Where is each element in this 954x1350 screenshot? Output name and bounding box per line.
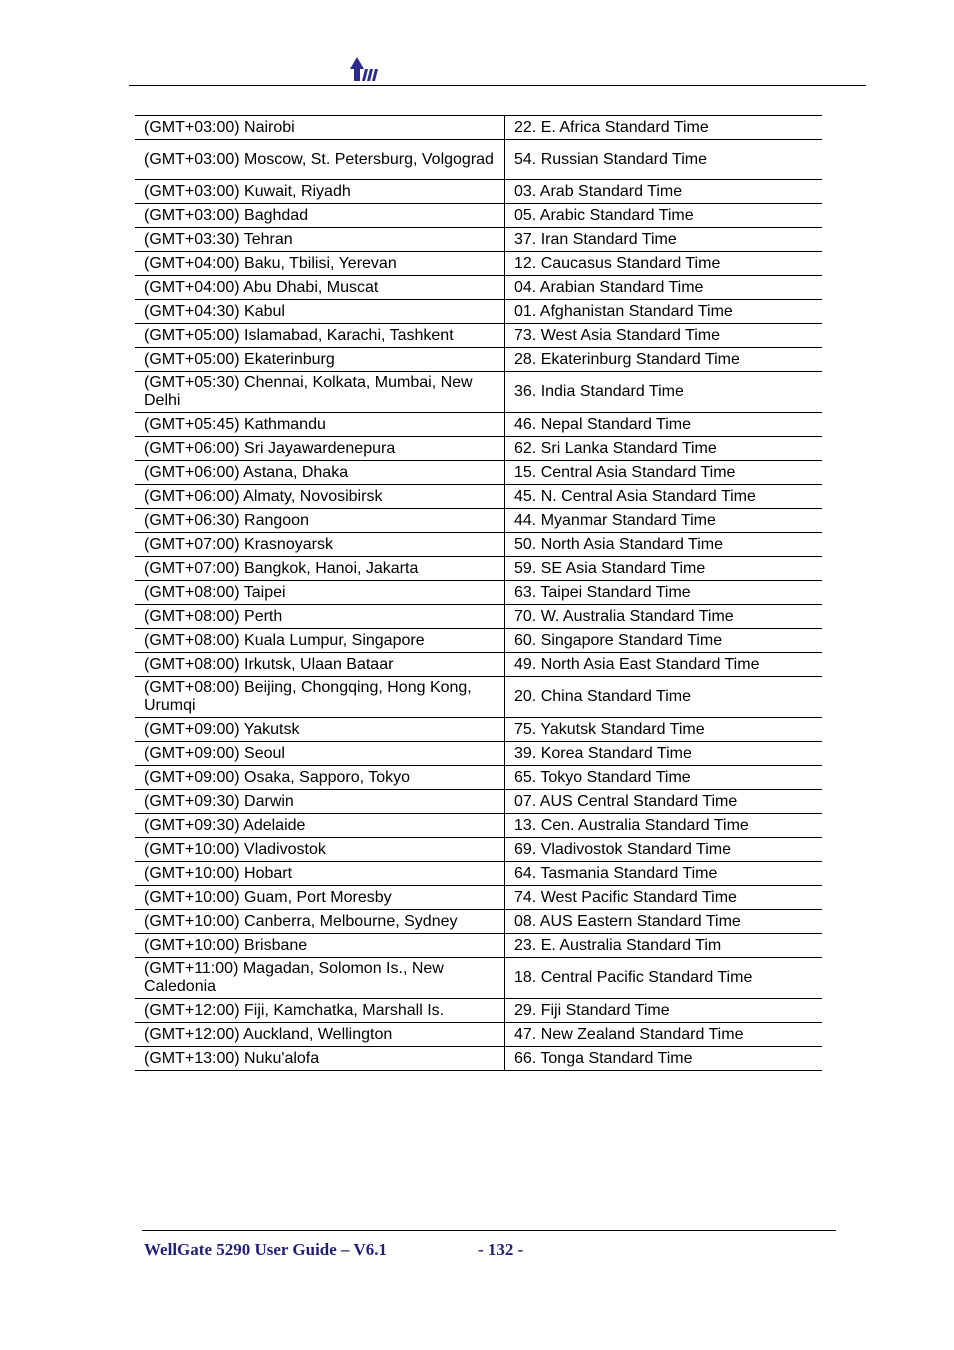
standard-time-cell: 15. Central Asia Standard Time [505, 461, 823, 485]
standard-time-cell: 12. Caucasus Standard Time [505, 252, 823, 276]
timezone-cell: (GMT+09:00) Osaka, Sapporo, Tokyo [135, 766, 505, 790]
standard-time-cell: 36. India Standard Time [505, 372, 823, 413]
timezone-cell: (GMT+03:00) Kuwait, Riyadh [135, 180, 505, 204]
standard-time-cell: 23. E. Australia Standard Tim [505, 934, 823, 958]
timezone-cell: (GMT+08:00) Beijing, Chongqing, Hong Kong, Urumqi [135, 677, 505, 718]
header-divider [129, 85, 866, 86]
table-row [135, 348, 822, 372]
standard-time-cell: 07. AUS Central Standard Time [505, 790, 823, 814]
table-row [135, 437, 822, 461]
timezone-cell: (GMT+11:00) Magadan, Solomon Is., New Caledonia [135, 958, 505, 999]
table-row [135, 116, 822, 140]
timezone-cell: (GMT+05:30) Chennai, Kolkata, Mumbai, New Delhi [135, 372, 505, 413]
timezone-cell: (GMT+04:00) Abu Dhabi, Muscat [135, 276, 505, 300]
timezone-cell: (GMT+03:00) Nairobi [135, 116, 505, 140]
table-row [135, 934, 822, 958]
table-row [135, 814, 822, 838]
standard-time-cell: 39. Korea Standard Time [505, 742, 823, 766]
timezone-cell: (GMT+09:00) Seoul [135, 742, 505, 766]
standard-time-cell: 47. New Zealand Standard Time [505, 1023, 823, 1047]
timezone-cell: (GMT+03:00) Moscow, St. Petersburg, Volgograd [135, 140, 505, 180]
standard-time-cell: 03. Arab Standard Time [505, 180, 823, 204]
table-row [135, 838, 822, 862]
company-logo-icon [348, 55, 380, 83]
standard-time-cell: 49. North Asia East Standard Time [505, 653, 823, 677]
table-row [135, 533, 822, 557]
timezone-cell: (GMT+04:00) Baku, Tbilisi, Yerevan [135, 252, 505, 276]
table-row [135, 677, 822, 718]
table-row [135, 581, 822, 605]
standard-time-cell: 66. Tonga Standard Time [505, 1047, 823, 1071]
table-row [135, 300, 822, 324]
timezone-cell: (GMT+13:00) Nuku'alofa [135, 1047, 505, 1071]
timezone-cell: (GMT+06:00) Almaty, Novosibirsk [135, 485, 505, 509]
table-row [135, 605, 822, 629]
standard-time-cell: 64. Tasmania Standard Time [505, 862, 823, 886]
table-row [135, 276, 822, 300]
timezone-cell: (GMT+05:00) Islamabad, Karachi, Tashkent [135, 324, 505, 348]
table-row [135, 958, 822, 999]
standard-time-cell: 50. North Asia Standard Time [505, 533, 823, 557]
table-row [135, 461, 822, 485]
table-row [135, 629, 822, 653]
timezone-cell: (GMT+06:30) Rangoon [135, 509, 505, 533]
footer-divider [142, 1230, 836, 1231]
footer-title: WellGate 5290 User Guide – V6.1 [144, 1240, 388, 1259]
timezone-cell: (GMT+05:00) Ekaterinburg [135, 348, 505, 372]
table-row [135, 372, 822, 413]
timezone-cell: (GMT+10:00) Hobart [135, 862, 505, 886]
timezone-cell: (GMT+08:00) Perth [135, 605, 505, 629]
standard-time-cell: 18. Central Pacific Standard Time [505, 958, 823, 999]
table-row [135, 557, 822, 581]
standard-time-cell: 37. Iran Standard Time [505, 228, 823, 252]
timezone-cell: (GMT+06:00) Sri Jayawardenepura [135, 437, 505, 461]
table-row [135, 1023, 822, 1047]
table-row [135, 228, 822, 252]
table-row [135, 1047, 822, 1071]
timezone-cell: (GMT+12:00) Auckland, Wellington [135, 1023, 505, 1047]
standard-time-cell: 70. W. Australia Standard Time [505, 605, 823, 629]
standard-time-cell: 54. Russian Standard Time [505, 140, 823, 180]
table-row [135, 999, 822, 1023]
timezone-table-body [135, 116, 822, 1071]
standard-time-cell: 20. China Standard Time [505, 677, 823, 718]
timezone-cell: (GMT+03:00) Baghdad [135, 204, 505, 228]
table-row [135, 790, 822, 814]
standard-time-cell: 60. Singapore Standard Time [505, 629, 823, 653]
table-row [135, 742, 822, 766]
timezone-cell: (GMT+08:00) Kuala Lumpur, Singapore [135, 629, 505, 653]
standard-time-cell: 45. N. Central Asia Standard Time [505, 485, 823, 509]
table-row [135, 910, 822, 934]
standard-time-cell: 59. SE Asia Standard Time [505, 557, 823, 581]
timezone-cell: (GMT+09:30) Adelaide [135, 814, 505, 838]
standard-time-cell: 69. Vladivostok Standard Time [505, 838, 823, 862]
timezone-cell: (GMT+09:30) Darwin [135, 790, 505, 814]
timezone-cell: (GMT+10:00) Vladivostok [135, 838, 505, 862]
standard-time-cell: 28. Ekaterinburg Standard Time [505, 348, 823, 372]
timezone-cell: (GMT+10:00) Guam, Port Moresby [135, 886, 505, 910]
timezone-cell: (GMT+08:00) Taipei [135, 581, 505, 605]
table-row [135, 886, 822, 910]
standard-time-cell: 73. West Asia Standard Time [505, 324, 823, 348]
standard-time-cell: 04. Arabian Standard Time [505, 276, 823, 300]
standard-time-cell: 22. E. Africa Standard Time [505, 116, 823, 140]
table-row [135, 509, 822, 533]
standard-time-cell: 05. Arabic Standard Time [505, 204, 823, 228]
standard-time-cell: 75. Yakutsk Standard Time [505, 718, 823, 742]
table-row [135, 862, 822, 886]
page-number: - 132 - [478, 1240, 524, 1259]
timezone-cell: (GMT+10:00) Brisbane [135, 934, 505, 958]
table-row [135, 180, 822, 204]
standard-time-cell: 62. Sri Lanka Standard Time [505, 437, 823, 461]
standard-time-cell: 08. AUS Eastern Standard Time [505, 910, 823, 934]
table-row [135, 413, 822, 437]
standard-time-cell: 46. Nepal Standard Time [505, 413, 823, 437]
standard-time-cell: 01. Afghanistan Standard Time [505, 300, 823, 324]
timezone-cell: (GMT+07:00) Krasnoyarsk [135, 533, 505, 557]
timezone-cell: (GMT+10:00) Canberra, Melbourne, Sydney [135, 910, 505, 934]
timezone-cell: (GMT+06:00) Astana, Dhaka [135, 461, 505, 485]
timezone-table [135, 115, 822, 1071]
standard-time-cell: 65. Tokyo Standard Time [505, 766, 823, 790]
table-row [135, 766, 822, 790]
standard-time-cell: 74. West Pacific Standard Time [505, 886, 823, 910]
table-row [135, 653, 822, 677]
standard-time-cell: 29. Fiji Standard Time [505, 999, 823, 1023]
table-row [135, 204, 822, 228]
timezone-cell: (GMT+12:00) Fiji, Kamchatka, Marshall Is. [135, 999, 505, 1023]
timezone-cell: (GMT+05:45) Kathmandu [135, 413, 505, 437]
table-row [135, 140, 822, 180]
timezone-cell: (GMT+03:30) Tehran [135, 228, 505, 252]
standard-time-cell: 13. Cen. Australia Standard Time [505, 814, 823, 838]
timezone-cell: (GMT+04:30) Kabul [135, 300, 505, 324]
table-row [135, 718, 822, 742]
timezone-cell: (GMT+07:00) Bangkok, Hanoi, Jakarta [135, 557, 505, 581]
standard-time-cell: 44. Myanmar Standard Time [505, 509, 823, 533]
table-row [135, 252, 822, 276]
table-row [135, 324, 822, 348]
table-row [135, 485, 822, 509]
standard-time-cell: 63. Taipei Standard Time [505, 581, 823, 605]
timezone-cell: (GMT+09:00) Yakutsk [135, 718, 505, 742]
timezone-cell: (GMT+08:00) Irkutsk, Ulaan Bataar [135, 653, 505, 677]
